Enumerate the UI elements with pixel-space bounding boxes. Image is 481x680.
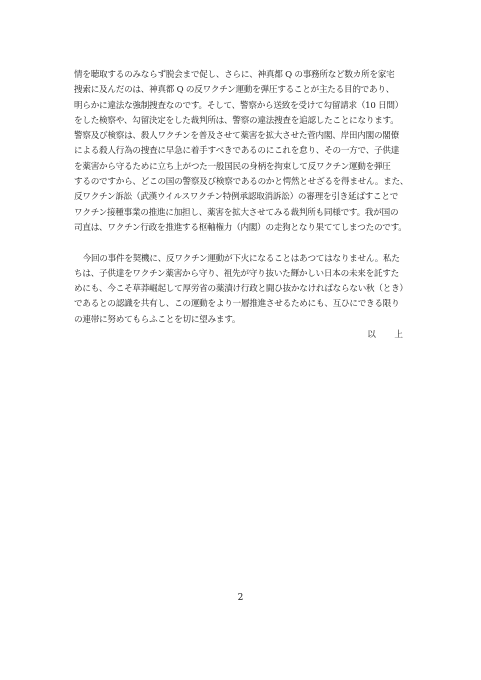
- text-line: 司直は、ワクチン行政を推進する枢軸権力（内閣）の走狗となり果ててしまつたのです。: [74, 222, 407, 233]
- text-line: であるとの認識を共有し、この運動をより一層推進させるためにも、互ひにできる限り: [74, 299, 400, 310]
- text-line: による殺人行為の捜査に早急に着手すべきであるのにこれを怠り、その一方で、子供達: [74, 146, 400, 157]
- text-line: 警察及び検察は、殺人ワクチンを普及させて薬害を拡大させた菅内閣、岸田内閣の閣僚: [74, 131, 399, 142]
- text-line: ワクチン接種事業の推進に加担し、薬害を拡大させてみる裁判所も同様です。我が国の: [74, 207, 399, 218]
- closing-mark: 以 上: [367, 330, 408, 341]
- text-line: をした検察や、勾留決定をした裁判所は、警察の違法捜査を追認したことになります。: [74, 115, 399, 126]
- text-line: するのですから、どこの国の警察及び検察であるのかと愕然とせざるを得ません。また、: [74, 177, 409, 188]
- text-line: めにも、今こそ草莽崛起して厚労省の薬漬け行政と闘ひ抜かなければならない秋（とき）: [74, 284, 408, 295]
- text-line: 捜索に及んだのは、神真都 Q の反ワクチン運動を弾圧することが主たる目的であり、: [74, 85, 395, 96]
- paragraph: [74, 252, 412, 328]
- text-line: の連帯に努めてもらふことを切に望みます。: [74, 314, 241, 325]
- text-line: 今回の事件を契機に、反ワクチン運動が下火になることはあつてはなりません。私た: [82, 253, 400, 264]
- text-line: 明らかに違法な強制捜査なのです。そして、警察から送致を受けて勾留請求（10 日間）: [74, 100, 404, 111]
- text-line: を薬害から守るために立ち上がつた一般国民の身柄を拘束して反ワクチン運動を弾圧: [74, 161, 391, 172]
- text-line: 情を聴取するのみならず脱会まで促し、さらに、神真都 Q の事務所など数カ所を家宅: [74, 70, 395, 80]
- text-line: 反ワクチン訴訟（武漢ウイルスワクチン特例承認取消訴訟）の審理を引き延ばすことで: [74, 192, 399, 203]
- page-number: 2: [237, 593, 244, 603]
- paragraph-spacer: [74, 236, 412, 251]
- body-text: [74, 68, 412, 343]
- paragraph: [74, 68, 412, 236]
- text-line: ちは、子供達をワクチン薬害から守り、祖先が守り抜いた輝かしい日本の未来を託すた: [74, 268, 399, 279]
